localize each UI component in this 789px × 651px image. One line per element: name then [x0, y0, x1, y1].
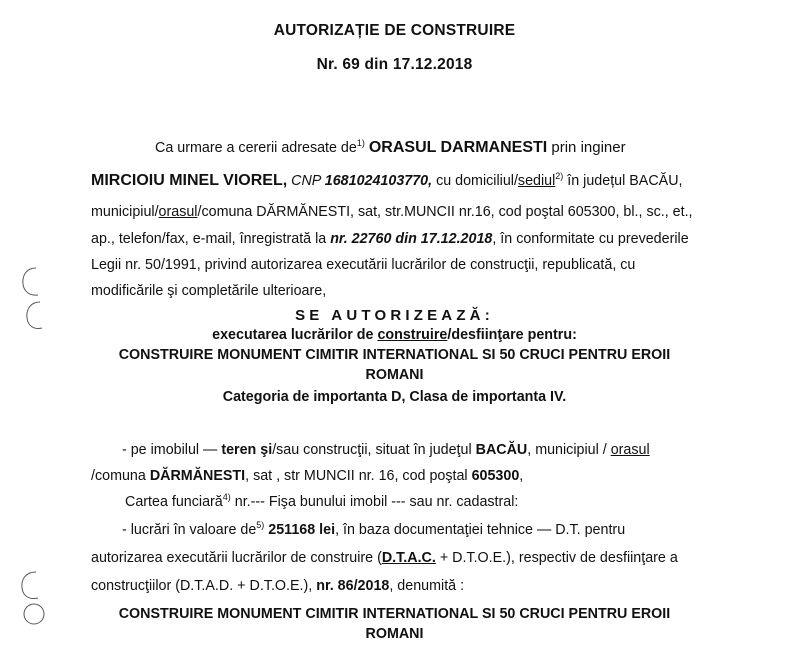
property-line-3: Cartea funciară$^{4)}$ nr.--- Fişa bunului imobil --- sau nr. cadastral: — [125, 492, 519, 510]
property-line-1: - pe imobilul — teren şi/sau construcţii, situat în judeţul BACĂU, municipiul / orasul — [122, 442, 650, 458]
property-line-6: construcţiilor (D.T.A.D. + D.T.O.E.), nr. 86/2018, denumită : — [91, 578, 465, 594]
property-line-4: - lucrări în valoare $de^{5)}$ 251168 lei, în baza documentaţiei tehnice — D.T. pentru — [122, 520, 626, 538]
decision-category: Categoria de importanta D, Clasa de importanta IV. — [222, 389, 567, 405]
works-value: 251168 lei — [264, 522, 336, 538]
decision-heading: SE AUTORIZEAZĂ: — [295, 307, 494, 324]
applicant-name: ORASUL DARMANESTI — [368, 139, 548, 156]
engineer-name: MIRCIOIU MINEL VIOREL, — [91, 172, 288, 189]
document-number: Nr. 69 din 17.12.2018 — [316, 56, 473, 73]
intro-line-6: modificările şi completările ulterioare, — [91, 283, 327, 299]
decision-object-line-2: ROMANI — [365, 367, 424, 383]
property-object-line-2: ROMANI — [365, 626, 424, 642]
intro-line-5: Legii nr. 50/1991, privind autorizarea executării lucrărilor de construcţii, republicată, cu — [91, 257, 636, 273]
property-line-2: /comuna DĂRMĂNESTI, sat , str MUNCII nr. 16, cod poştal 605300, — [91, 468, 524, 484]
registration-number: nr. 22760 din 17.12.2018 — [330, 231, 493, 247]
document-title: AUTORIZAȚIE DE CONSTRUIRE — [273, 22, 516, 39]
property-object-line-1: CONSTRUIRE MONUMENT CIMITIR INTERNATIONAL SI 50 CRUCI PENTRU EROII — [118, 606, 671, 622]
intro-line-2: MIRCIOIU MINEL VIOREL, CNP 1681024103770, cu domiciliul/sediul$^{2)}$ în județul BACĂU, — [91, 171, 683, 189]
cnp-value: 1681024103770, — [324, 173, 433, 189]
decision-execution: executarea lucrărilor de construire/desfiinţare pentru: — [212, 327, 577, 343]
decision-object-line-1: CONSTRUIRE MONUMENT CIMITIR INTERNATIONAL SI 50 CRUCI PENTRU EROII — [118, 347, 671, 363]
intro-line-1: Ca urmare a cererii adresate $de^{1)}$ ORASUL DARMANESTI prin inginer — [155, 138, 626, 156]
intro-line-4: ap., telefon/fax, e-mail, înregistrată la nr. 22760 din 17.12.2018, în conformitate cu prevederile — [91, 231, 689, 247]
property-line-5: autorizarea executării lucrărilor de construire (D.T.A.C. + D.T.O.E.), respectiv de desfiinţare a — [91, 550, 678, 566]
intro-line-3: municipiul/orasul/comuna DĂRMĂNESTI, sat, str.MUNCII nr.16, cod poştal 605300, bl., sc., et., — [91, 204, 693, 220]
